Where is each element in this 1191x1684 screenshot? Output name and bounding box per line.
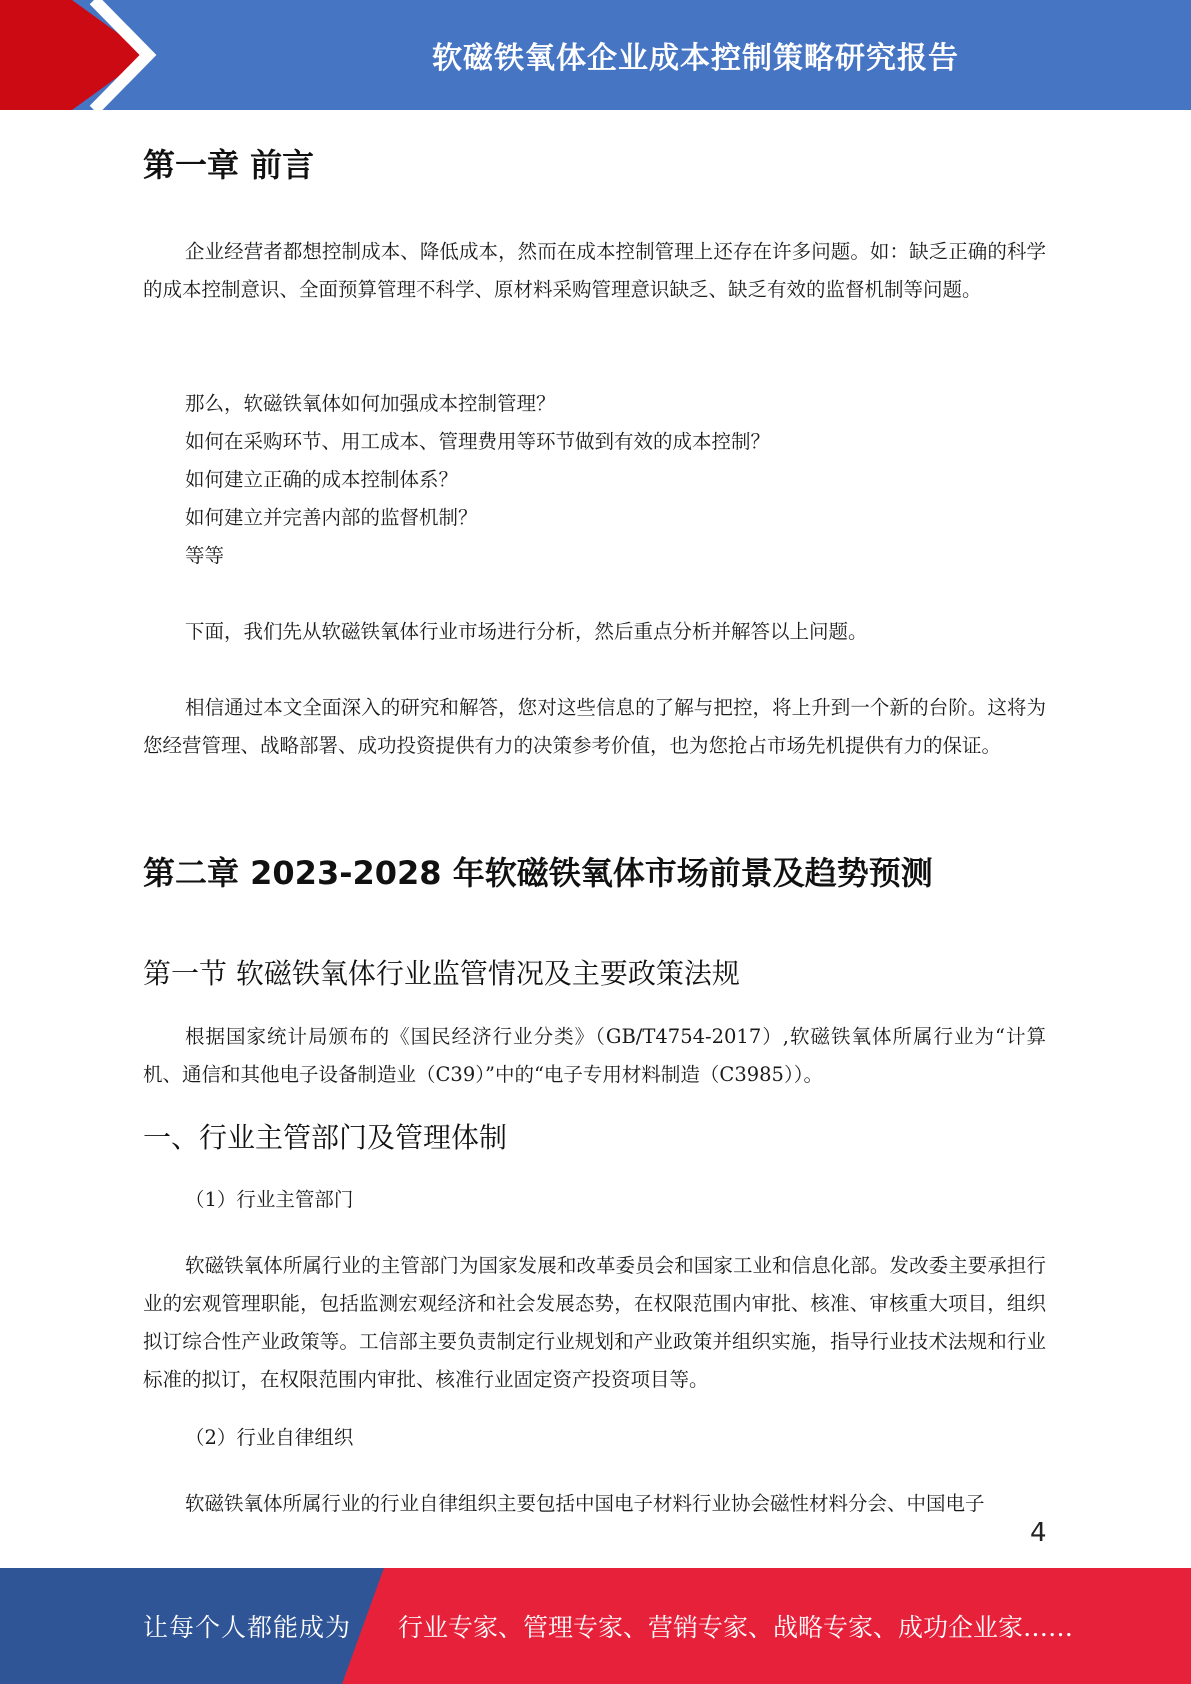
footer-slogan-right: 行业专家、管理专家、营销专家、战略专家、成功企业家……	[398, 1613, 1074, 1642]
red-chevron-logo	[0, 0, 160, 110]
question-line-1: 那么，软磁铁氧体如何加强成本控制管理？	[185, 392, 556, 415]
question-line-5: 等等	[185, 544, 225, 567]
question-line-4: 如何建立并完善内部的监督机制？	[185, 506, 478, 529]
report-title: 软磁铁氧体企业成本控制策略研究报告	[432, 41, 959, 76]
item-1-paragraph: 软磁铁氧体所属行业的主管部门为国家发展和改革委员会和国家工业和信息化部。发改委主要承担行业的宏观管理职能，包括监测宏观经济和社会发展态势，在权限范围内审批、核准、审核重大项目，组织拟订综合性产业政策等。工信部主要负责制定行业规划和产业政策并组织实施，指导行业技术法规和行业标准的拟订，在权限范围内审批、核准行业固定资产投资项目等。	[143, 1254, 1046, 1391]
question-line-2: 如何在采购环节、用工成本、管理费用等环节做到有效的成本控制？	[185, 430, 771, 453]
chapter-1-paragraph-1: 企业经营者都想控制成本、降低成本，然而在成本控制管理上还存在许多问题。如：缺乏正确的科学的成本控制意识、全面预算管理不科学、原材料采购管理意识缺乏、缺乏有效的监督机制等问题。	[143, 240, 1046, 301]
chapter-1-heading: 第一章 前言	[143, 146, 315, 184]
page-footer	[0, 1568, 1191, 1684]
page-header	[0, 0, 1191, 110]
footer-slogan-left: 让每个人都能成为	[143, 1613, 352, 1642]
item-2-label: （2）行业自律组织	[185, 1426, 354, 1449]
chapter-1-paragraph-3: 相信通过本文全面深入的研究和解答，您对这些信息的了解与把控，将上升到一个新的台阶。这将为您经营管理、战略部署、成功投资提供有力的决策参考价值，也为您抢占市场先机提供有力的保证。	[143, 696, 1046, 757]
question-line-3: 如何建立正确的成本控制体系？	[185, 468, 459, 491]
item-2-paragraph: 软磁铁氧体所属行业的行业自律组织主要包括中国电子材料行业协会磁性材料分会、中国电子	[185, 1492, 985, 1515]
item-1-label: （1）行业主管部门	[185, 1188, 354, 1211]
section-1-paragraph: 根据国家统计局颁布的《国民经济行业分类》（GB/T4754-2017）,软磁铁氧体所属行业为“计算机、通信和其他电子设备制造业（C39）”中的“电子专用材料制造（C3985））。	[143, 1025, 1046, 1086]
subsection-1-heading: 一、行业主管部门及管理体制	[143, 1121, 508, 1154]
page-number: 4	[1030, 1518, 1047, 1548]
section-1-heading: 第一节 软磁铁氧体行业监管情况及主要政策法规	[143, 957, 740, 990]
chapter-1-paragraph-2: 下面，我们先从软磁铁氧体行业市场进行分析，然后重点分析并解答以上问题。	[185, 620, 868, 643]
chapter-2-heading: 第二章 2023-2028 年软磁铁氧体市场前景及趋势预测	[143, 854, 933, 892]
